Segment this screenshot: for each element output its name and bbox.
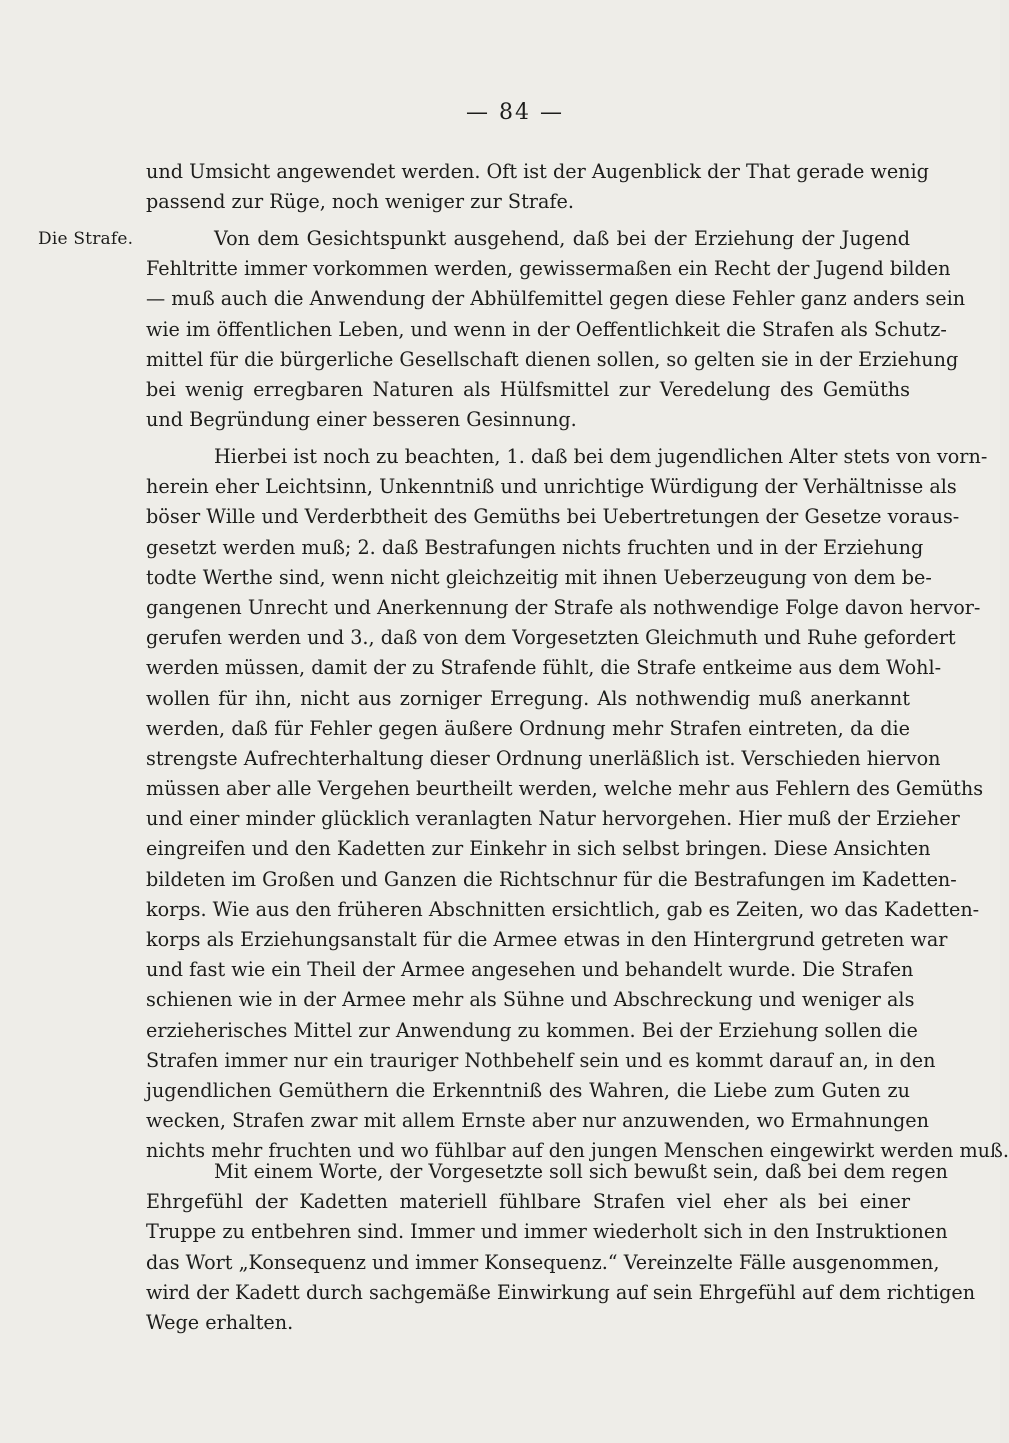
text-line: korps als Erziehungsanstalt für die Armee etwas in den Hintergrund getreten war bbox=[146, 928, 948, 951]
text-line: Von dem Gesichtspunkt ausgehend, daß bei der Erziehung der Jugend bbox=[214, 227, 910, 250]
text-line: wird der Kadett durch sachgemäße Einwirkung auf sein Ehrgefühl auf dem richtigen bbox=[146, 1280, 976, 1304]
text-line: und Umsicht angewendet werden. Oft ist der Augenblick der That gerade wenig bbox=[146, 160, 929, 183]
margin-note: Die Strafe. bbox=[38, 229, 134, 249]
text-line: und fast wie ein Theil der Armee angesehen und behandelt wurde. Die Strafen bbox=[146, 958, 914, 982]
text-line: erzieherisches Mittel zur Anwendung zu kommen. Bei der Erziehung sollen die bbox=[146, 1018, 918, 1042]
text-line: das Wort „Konsequenz und immer Konsequenz.“ Vereinzelte Fälle ausgenommen, bbox=[146, 1250, 940, 1274]
text-line: nichts mehr fruchten und wo fühlbar auf den jungen Menschen eingewirkt werden muß. bbox=[146, 1139, 1009, 1163]
text-line: wollen für ihn, nicht aus zorniger Erregung. Als nothwendig muß anerkannt bbox=[146, 686, 910, 710]
text-line: und Begründung einer besseren Gesinnung. bbox=[146, 408, 577, 432]
text-line: eingreifen und den Kadetten zur Einkehr in sich selbst bringen. Diese Ansichten bbox=[146, 837, 931, 861]
text-line: Strafen immer nur ein trauriger Nothbehelf sein und es kommt darauf an, in den bbox=[146, 1048, 936, 1072]
text-line: müssen aber alle Vergehen beurtheilt werden, welche mehr aus Fehlern des Gemüths bbox=[146, 777, 984, 801]
page-number-text: — 84 — bbox=[466, 100, 564, 125]
text-line: Wege erhalten. bbox=[146, 1310, 294, 1334]
text-line: werden müssen, damit der zu Strafende fühlt, die Strafe entkeime aus dem Wohl- bbox=[146, 656, 942, 680]
text-line: gesetzt werden muß; 2. daß Bestrafungen nichts fruchten und in der Erziehung bbox=[146, 535, 924, 559]
text-line: Truppe zu entbehren sind. Immer und immer wiederholt sich in den Instruktionen bbox=[146, 1220, 948, 1244]
text-line: Hierbei ist noch zu beachten, 1. daß bei dem jugendlichen Alter stets von vorn- bbox=[214, 445, 988, 468]
text-line: passend zur Rüge, noch weniger zur Strafe. bbox=[146, 190, 574, 214]
text-line: Mit einem Worte, der Vorgesetzte soll sich bewußt sein, daß bei dem regen bbox=[214, 1160, 948, 1183]
text-line: herein eher Leichtsinn, Unkenntniß und unrichtige Würdigung der Verhältnisse als bbox=[146, 475, 957, 499]
text-line: bei wenig erregbaren Naturen als Hülfsmittel zur Veredelung des Gemüths bbox=[146, 377, 910, 401]
text-line: jugendlichen Gemüthern die Erkenntniß des Wahren, die Liebe zum Guten zu bbox=[146, 1078, 910, 1102]
text-line: wecken, Strafen zwar mit allem Ernste aber nur anzuwenden, wo Ermahnungen bbox=[146, 1109, 929, 1133]
text-line: korps. Wie aus den früheren Abschnitten ersichtlich, gab es Zeiten, wo das Kadetten- bbox=[146, 897, 980, 921]
text-line: gangenen Unrecht und Anerkennung der Strafe als nothwendige Folge davon hervor- bbox=[146, 595, 981, 619]
paragraph-2 bbox=[146, 224, 966, 435]
text-line: und einer minder glücklich veranlagten Natur hervorgehen. Hier muß der Erzieher bbox=[146, 807, 960, 831]
text-line: strengste Aufrechterhaltung dieser Ordnung unerläßlich ist. Verschieden hiervon bbox=[146, 746, 941, 770]
text-line: böser Wille und Verderbtheit des Gemüths bei Uebertretungen der Gesetze voraus- bbox=[146, 505, 960, 529]
text-line: mittel für die bürgerliche Gesellschaft dienen sollen, so gelten sie in der Erziehung bbox=[146, 347, 959, 371]
text-line: Ehrgefühl der Kadetten materiell fühlbare Strafen viel eher als bei einer bbox=[146, 1190, 910, 1214]
text-line: todte Werthe sind, wenn nicht gleichzeitig mit ihnen Ueberzeugung von dem be- bbox=[146, 565, 932, 589]
paragraph-1 bbox=[146, 157, 929, 217]
text-line: wie im öffentlichen Leben, und wenn in der Oeffentlichkeit die Strafen als Schutz- bbox=[146, 317, 947, 341]
paragraph-4 bbox=[146, 1157, 976, 1338]
text-line: gerufen werden und 3., daß von dem Vorgesetzten Gleichmuth und Ruhe gefordert bbox=[146, 626, 956, 650]
text-line: — muß auch die Anwendung der Abhülfemittel gegen diese Fehler ganz anders sein bbox=[146, 287, 966, 311]
text-line: werden, daß für Fehler gegen äußere Ordnung mehr Strafen eintreten, da die bbox=[146, 716, 910, 740]
text-line: bildeten im Großen und Ganzen die Richtschnur für die Bestrafungen im Kadetten- bbox=[146, 867, 957, 891]
page-number bbox=[0, 100, 1000, 125]
paragraph-3 bbox=[146, 442, 1009, 1167]
text-line: schienen wie in der Armee mehr als Sühne und Abschreckung und weniger als bbox=[146, 988, 915, 1012]
text-line: Fehltritte immer vorkommen werden, gewissermaßen ein Recht der Jugend bilden bbox=[146, 257, 951, 281]
